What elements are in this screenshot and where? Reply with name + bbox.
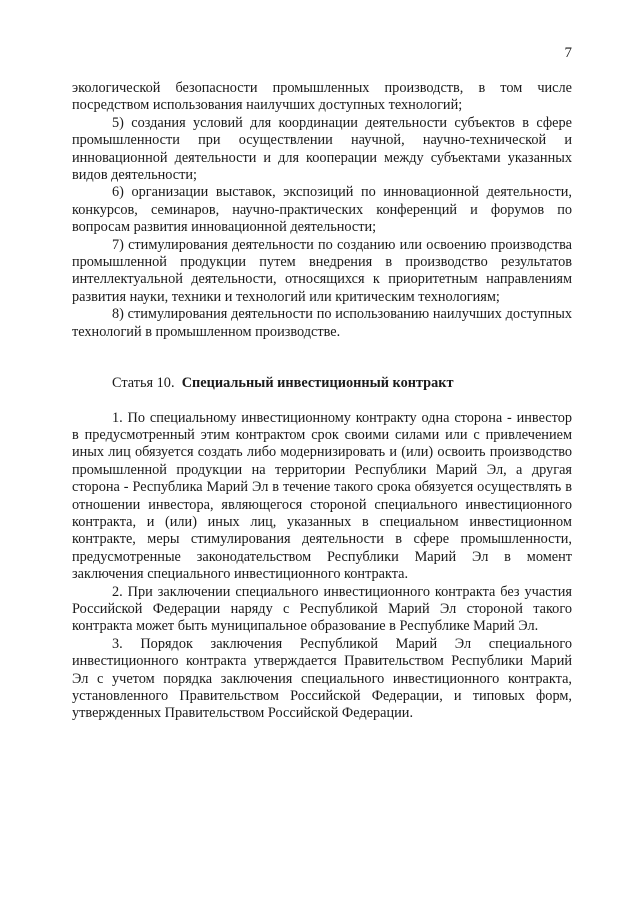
list-item-6: 6) организации выставок, экспозиций по инновационной деятельности, конкурсов, семинаров, научно-практических конференций и форумов по вопросам развития инновационной деятельности;	[72, 184, 572, 236]
document-body	[72, 80, 572, 723]
article-heading	[72, 375, 572, 392]
page-number: 7	[564, 45, 572, 61]
article-clause-1: 1. По специальному инвестиционному контракту одна сторона - инвестор в предусмотренный этим контрактом срок своими силами или с привлечением иных лиц обязуется создать либо модернизировать и (или) освоить производство промышленной продукции на территории Республики Марий Эл, а другая сторона - Республика Марий Эл в течение такого срока обязуется осуществлять в отношении инвестора, являющегося стороной специального инвестиционного контракта, и (или) иных лиц, указанных в специальном инвестиционном контракте, меры стимулирования деятельности в сфере промышленности, предусмотренные законодательством Республики Марий Эл в момент заключения специального инвестиционного контракта.	[72, 409, 572, 583]
article-title: Специальный инвестиционный контракт	[181, 375, 454, 392]
paragraph-continuation: экологической безопасности промышленных производств, в том числе посредством использования наилучших доступных технологий;	[72, 80, 572, 114]
list-item-5: 5) создания условий для координации деятельности субъектов в сфере промышленности при осуществлении научной, научно-технической и инновационной деятельности и для кооперации между субъектами указанных видов деятельности;	[72, 114, 572, 184]
article-clause-3: 3. Порядок заключения Республикой Марий Эл специального инвестиционного контракта утверждается Правительством Республики Марий Эл с учетом порядка заключения специального инвестиционного контракта, установленного Правительством Российской Федерации, и типовых форм, утвержденных Правительством Российской Федерации.	[72, 635, 572, 722]
article-number: Статья 10.	[112, 375, 175, 392]
list-item-8: 8) стимулирования деятельности по использованию наилучших доступных технологий в промышленном производстве.	[72, 306, 572, 340]
article-clause-2: 2. При заключении специального инвестиционного контракта без участия Российской Федерации наряду с Республикой Марий Эл стороной такого контракта может быть муниципальное образование в Республике Марий Эл.	[72, 583, 572, 635]
list-item-7: 7) стимулирования деятельности по созданию или освоению производства промышленной продукции путем внедрения в производство результатов интеллектуальной деятельности, относящихся к приоритетным направлениям развития науки, техники и технологий или критическим технологиям;	[72, 236, 572, 305]
